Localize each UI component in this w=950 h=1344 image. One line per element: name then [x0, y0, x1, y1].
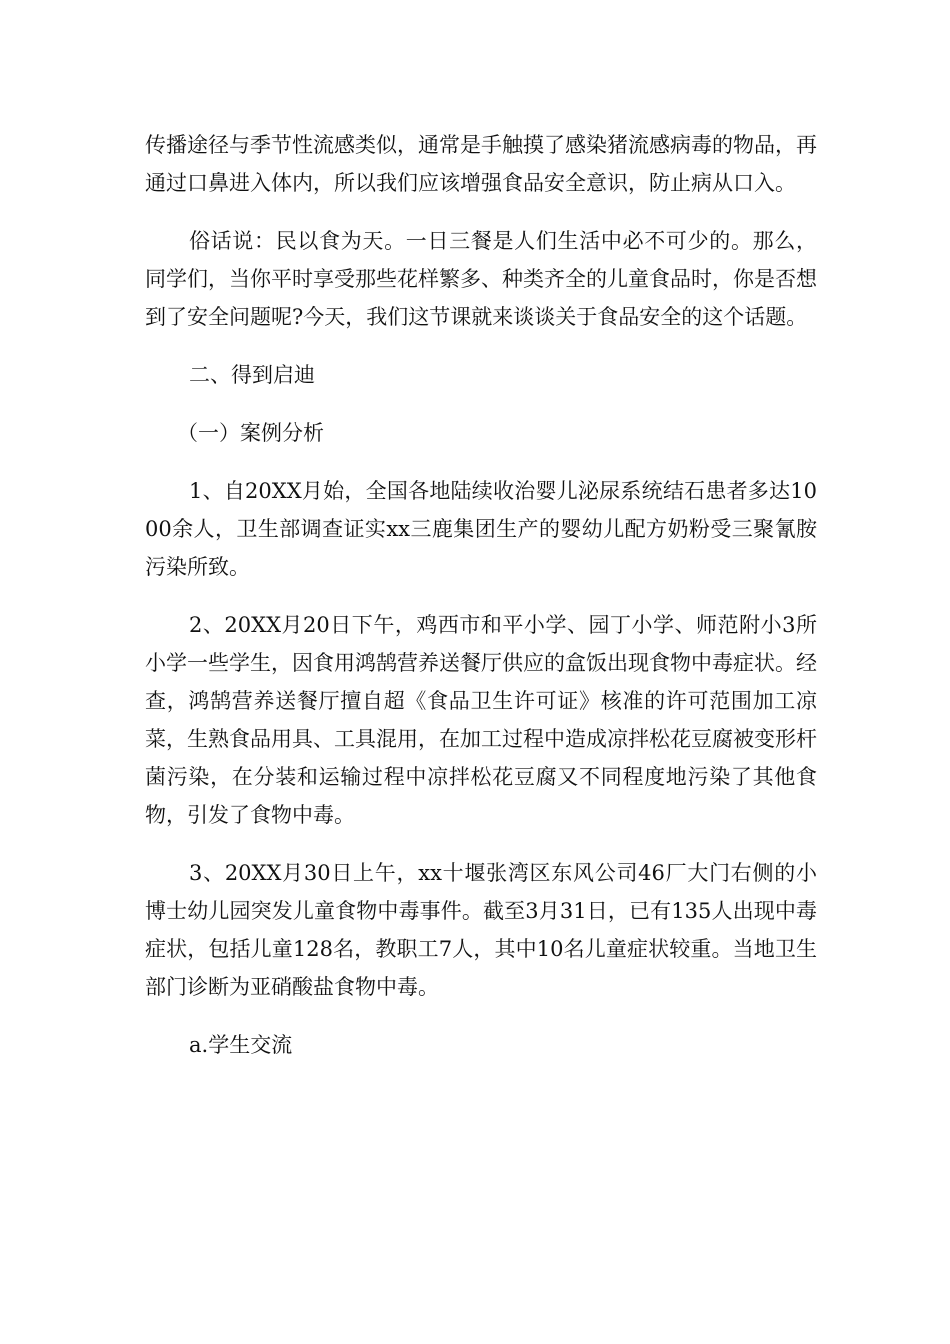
case-paragraph-1: 1、自20XX月始，全国各地陆续收治婴儿泌尿系统结石患者多达1000余人，卫生部调查证实xx三鹿集团生产的婴幼儿配方奶粉受三聚氰胺污染所致。 — [145, 479, 817, 579]
paragraph-transmission: 传播途径与季节性流感类似，通常是手触摸了感染猪流感病毒的物品，再通过口鼻进入体内，所以我们应该增强食品安全意识，防止病从口入。 — [145, 133, 817, 195]
section-heading: 二、得到启迪 — [189, 363, 315, 387]
case-paragraph-2: 2、20XX月20日下午，鸡西市和平小学、园丁小学、师范附小3所小学一些学生，因食用鸿鹄营养送餐厅供应的盒饭出现食物中毒症状。经查，鸿鹄营养送餐厅擅自超《食品卫生许可证》核准的许可范围加工凉菜，生熟食品用具、工具混用，在加工过程中造成凉拌松花豆腐被变形杆菌污染，在分装和运输过程中凉拌松花豆腐又不同程度地污染了其他食物，引发了食物中毒。 — [145, 613, 817, 827]
case-paragraph-3: 3、20XX月30日上午，xx十堰张湾区东风公司46厂大门右侧的小博士幼儿园突发儿童食物中毒事件。截至3月31日，已有135人出现中毒症状，包括儿童128名，教职工7人，其中10名儿童症状较重。当地卫生部门诊断为亚硝酸盐食物中毒。 — [145, 861, 817, 999]
document-body — [145, 126, 817, 1084]
subsection-heading: （一）案例分析 — [177, 421, 324, 445]
list-item-a: a.学生交流 — [189, 1033, 293, 1057]
paragraph-intro: 俗话说：民以食为天。一日三餐是人们生活中必不可少的。那么，同学们，当你平时享受那些花样繁多、种类齐全的儿童食品时，你是否想到了安全问题呢?今天，我们这节课就来谈谈关于食品安全的这个话题。 — [145, 229, 817, 329]
